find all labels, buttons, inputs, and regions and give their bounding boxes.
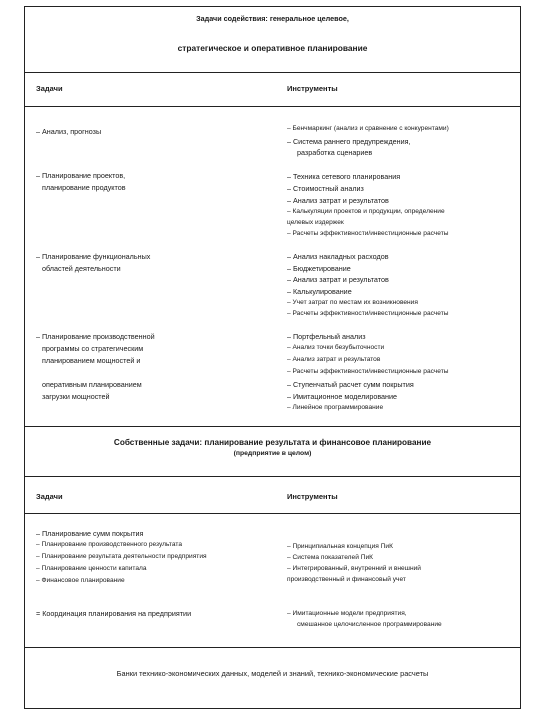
- task-item: – Финансовое планирование: [36, 577, 125, 584]
- task-item: – Планирование функциональных: [36, 252, 151, 261]
- tool-item: – Анализ затрат и результатов: [287, 275, 389, 284]
- tool-item: – Бюджетирование: [287, 264, 351, 273]
- task-item: загрузки мощностей: [42, 392, 110, 401]
- task-item: – Планирование результата деятельности предприятия: [36, 553, 207, 560]
- tool-item: – Система раннего предупреждения,: [287, 137, 411, 146]
- tool-item: – Ступенчатый расчет сумм покрытия: [287, 380, 414, 389]
- task-item: – Планирование производственной: [36, 332, 155, 341]
- tool-item: – Имитационное моделирование: [287, 392, 398, 401]
- task-item: – Планирование сумм покрытия: [36, 529, 144, 538]
- tool-item: разработка сценариев: [297, 148, 373, 157]
- section2-header-tasks: Задачи: [36, 492, 63, 501]
- divider: [25, 426, 520, 427]
- tool-item: – Калькуляции проектов и продукции, определение: [287, 208, 445, 215]
- tool-item: целевых издержек: [287, 219, 344, 226]
- footer-text: Банки технико-экономических данных, моделей и знаний, технико-экономические расчеты: [116, 669, 429, 678]
- task-item: областей деятельности: [42, 264, 121, 273]
- divider: [25, 476, 520, 477]
- divider: [25, 106, 520, 107]
- tool-item: – Анализ затрат и результатов: [287, 356, 381, 363]
- task-item: – Анализ, прогнозы: [36, 127, 102, 136]
- tool-item: – Имитационные модели предприятия,: [287, 610, 407, 617]
- task-item: программы со стратегическим: [42, 344, 144, 353]
- tool-item: – Анализ затрат и результатов: [287, 196, 389, 205]
- tool-item: – Анализ точки безубыточности: [287, 344, 385, 351]
- tool-item: смешанное целочисленное программирование: [297, 621, 442, 628]
- section2-header-tools: Инструменты: [287, 492, 338, 501]
- section1-title-line1: Задачи содействия: генеральное целевое,: [196, 14, 349, 23]
- task-item: = Координация планирования на предприятии: [36, 609, 192, 618]
- section1-header-tasks: Задачи: [36, 84, 63, 93]
- divider: [25, 513, 520, 514]
- tool-item: – Портфельный анализ: [287, 332, 366, 341]
- tool-item: производственный и финансовый учет: [287, 576, 406, 583]
- tool-item: – Линейное программирование: [287, 404, 384, 411]
- section2-title-line1: Собственные задачи: планирование результата и финансовое планирование: [113, 438, 432, 447]
- task-item: – Планирование проектов,: [36, 171, 126, 180]
- tool-item: – Стоимостный анализ: [287, 184, 364, 193]
- tool-item: – Система показателей ПиК: [287, 554, 373, 561]
- tool-item: – Расчеты эффективности/инвестиционные расчеты: [287, 368, 449, 375]
- divider: [25, 647, 520, 648]
- section1-title-line2: стратегическое и оперативное планирование: [177, 43, 368, 53]
- task-item: планированием мощностей и: [42, 356, 141, 365]
- tool-item: – Учет затрат по местам их возникновения: [287, 299, 418, 306]
- section1-header-tools: Инструменты: [287, 84, 338, 93]
- task-item: планирование продуктов: [42, 183, 126, 192]
- tool-item: – Бенчмаркинг (анализ и сравнение с конкурентами): [287, 125, 449, 132]
- divider: [25, 72, 520, 73]
- task-item: – Планирование ценности капитала: [36, 565, 147, 572]
- tool-item: – Расчеты эффективности/инвестиционные расчеты: [287, 230, 449, 237]
- tool-item: – Анализ накладных расходов: [287, 252, 389, 261]
- task-item: – Планирование производственного результата: [36, 541, 183, 548]
- task-item: оперативным планированием: [42, 380, 142, 389]
- tool-item: – Калькулирование: [287, 287, 352, 296]
- tool-item: – Принципиальная концепция ПиК: [287, 543, 393, 550]
- section2-title-line2: (предприятие в целом): [233, 450, 312, 457]
- tool-item: – Расчеты эффективности/инвестиционные расчеты: [287, 310, 449, 317]
- diagram-frame: [24, 6, 521, 709]
- tool-item: – Интегрированный, внутренний и внешний: [287, 565, 421, 572]
- tool-item: – Техника сетевого планирования: [287, 172, 401, 181]
